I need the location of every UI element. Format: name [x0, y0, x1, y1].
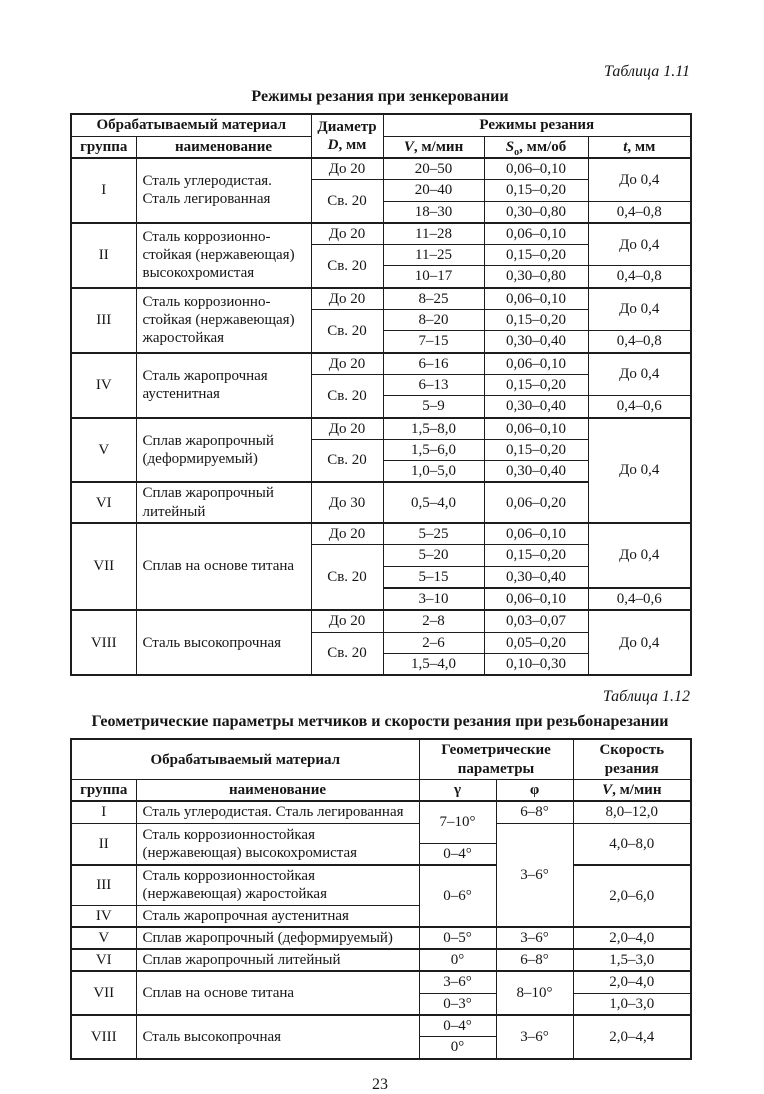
value-cell: 0,06–0,10: [484, 418, 588, 440]
value-cell: 0–3°: [419, 993, 496, 1015]
value-cell: 0,15–0,20: [484, 374, 588, 395]
value-cell: 0,03–0,07: [484, 610, 588, 632]
value-cell: Св. 20: [311, 180, 383, 223]
column-header: Обрабатываемый материал: [71, 114, 311, 136]
value-cell: 2,0–6,0: [573, 865, 691, 927]
value-cell: Св. 20: [311, 545, 383, 610]
value-cell: 1,5–6,0: [383, 439, 484, 460]
group-cell: VIII: [71, 1015, 136, 1059]
value-cell: До 0,4: [588, 158, 691, 201]
value-cell: 5–25: [383, 523, 484, 545]
page-number: 23: [372, 1075, 388, 1093]
value-cell: 6–13: [383, 374, 484, 395]
value-cell: До 0,4: [588, 523, 691, 588]
column-header: [383, 136, 484, 158]
value-cell: 0,4–0,8: [588, 266, 691, 288]
material-cell: Сталь высокопрочная: [136, 1015, 419, 1059]
value-cell: 2,0–4,0: [573, 971, 691, 993]
value-cell: 0,30–0,40: [484, 461, 588, 483]
value-cell: 18–30: [383, 201, 484, 223]
group-cell: VI: [71, 482, 136, 523]
material-cell: Сплав жаропрочный литейный: [136, 482, 311, 523]
material-cell: Сталь жаропрочная аустенитная: [136, 905, 419, 927]
table-caption-1-12: Таблица 1.12: [602, 688, 690, 706]
value-cell: 3–10: [383, 588, 484, 610]
value-cell: 0,06–0,10: [484, 353, 588, 375]
value-cell: 5–20: [383, 545, 484, 566]
value-cell: До 20: [311, 223, 383, 245]
value-cell: 6–16: [383, 353, 484, 375]
value-cell: 0–5°: [419, 927, 496, 949]
gamma-symbol: γ: [454, 782, 462, 799]
tap-parameters-table: [70, 738, 692, 1059]
value-cell: Св. 20: [311, 374, 383, 417]
d-symbol: D: [327, 137, 339, 154]
group-cell: IV: [71, 905, 136, 927]
value-cell: 1,5–4,0: [383, 653, 484, 675]
value-cell: Св. 20: [311, 632, 383, 675]
v-symbol: V: [602, 782, 613, 799]
material-cell: Сплав на основе титана: [136, 971, 419, 1015]
value-cell: 0,30–0,40: [484, 331, 588, 353]
t-unit: , мм: [627, 138, 656, 155]
group-cell: VIII: [71, 610, 136, 675]
value-cell: 0,4–0,8: [588, 331, 691, 353]
group-cell: V: [71, 927, 136, 949]
value-cell: До 20: [311, 288, 383, 310]
column-header: группа: [71, 780, 136, 802]
value-cell: 7–15: [383, 331, 484, 353]
value-cell: 0,06–0,10: [484, 158, 588, 180]
value-cell: 8–20: [383, 310, 484, 331]
value-cell: 3–6°: [419, 971, 496, 993]
value-cell: 1,5–3,0: [573, 949, 691, 971]
value-cell: До 20: [311, 353, 383, 375]
table-caption-1-11: Таблица 1.11: [604, 63, 690, 80]
value-cell: 0–4°: [419, 1015, 496, 1037]
s-symbol: S: [505, 138, 515, 155]
value-cell: 20–50: [383, 158, 484, 180]
value-cell: 0,15–0,20: [484, 439, 588, 460]
value-cell: До 0,4: [588, 223, 691, 266]
value-cell: 7–10°: [419, 801, 496, 843]
v-unit: , м/мин: [612, 782, 662, 799]
value-cell: 0,15–0,20: [484, 245, 588, 266]
group-cell: V: [71, 418, 136, 483]
value-cell: 6–8°: [496, 801, 573, 823]
material-cell: Сталь коррозионностойкая (нержавеющая) высокохромистая: [136, 823, 419, 865]
phi-symbol: φ: [529, 782, 540, 799]
column-header: Скорость резания: [573, 739, 691, 779]
column-header: наименование: [136, 136, 311, 158]
material-cell: Сплав на основе титана: [136, 523, 311, 610]
value-cell: 0,15–0,20: [484, 545, 588, 566]
column-header: Режимы резания: [383, 114, 691, 136]
column-header: Обрабатываемый материал: [71, 739, 419, 779]
value-cell: 0,15–0,20: [484, 180, 588, 201]
value-cell: 0–6°: [419, 865, 496, 927]
header-line: Диаметр: [317, 118, 377, 135]
value-cell: До 20: [311, 418, 383, 440]
value-cell: До 0,4: [588, 610, 691, 675]
column-header: Геометрические параметры: [419, 739, 573, 779]
v-symbol: V: [403, 138, 414, 155]
value-cell: 0,30–0,80: [484, 201, 588, 223]
value-cell: 2,0–4,4: [573, 1015, 691, 1059]
value-cell: 11–25: [383, 245, 484, 266]
t-symbol: t: [623, 138, 628, 155]
s-subscript: о: [514, 146, 520, 158]
value-cell: 0,06–0,10: [484, 523, 588, 545]
value-cell: 1,5–8,0: [383, 418, 484, 440]
column-header: наименование: [136, 780, 419, 802]
header-line: [315, 136, 380, 154]
value-cell: 2–8: [383, 610, 484, 632]
value-cell: До 20: [311, 610, 383, 632]
s-unit: , мм/об: [519, 138, 567, 155]
material-cell: Сталь коррозионно-стойкая (нержавеющая) высокохромистая: [136, 223, 311, 288]
value-cell: До 30: [311, 482, 383, 523]
value-cell: 0°: [419, 949, 496, 971]
value-cell: 0,15–0,20: [484, 310, 588, 331]
column-header: [588, 136, 691, 158]
value-cell: 1,0–5,0: [383, 461, 484, 483]
value-cell: Св. 20: [311, 310, 383, 353]
value-cell: 0,4–0,6: [588, 396, 691, 418]
column-header: группа: [71, 136, 136, 158]
value-cell: 6–8°: [496, 949, 573, 971]
value-cell: 0,06–0,10: [484, 223, 588, 245]
value-cell: 5–9: [383, 396, 484, 418]
column-header: [496, 780, 573, 802]
value-cell: 0,30–0,40: [484, 396, 588, 418]
material-cell: Сталь жаропрочная аустенитная: [136, 353, 311, 418]
group-cell: VII: [71, 971, 136, 1015]
value-cell: 0,4–0,8: [588, 201, 691, 223]
v-unit: , м/мин: [413, 138, 464, 155]
group-cell: I: [71, 158, 136, 223]
value-cell: 3–6°: [496, 823, 573, 927]
value-cell: До 0,4: [588, 418, 691, 523]
material-cell: Сталь углеродистая. Сталь легированная: [136, 158, 311, 223]
value-cell: До 0,4: [588, 353, 691, 396]
value-cell: 0,5–4,0: [383, 482, 484, 523]
value-cell: 2–6: [383, 632, 484, 653]
material-cell: Сталь коррозионно-стойкая (нержавеющая) жаростойкая: [136, 288, 311, 353]
material-cell: Сталь коррозионностойкая (нержавеющая) жаростойкая: [136, 865, 419, 905]
group-cell: IV: [71, 353, 136, 418]
cutting-modes-table: [70, 113, 692, 676]
value-cell: До 0,4: [588, 288, 691, 331]
value-cell: 0,10–0,30: [484, 653, 588, 675]
group-cell: VI: [71, 949, 136, 971]
value-cell: 0,30–0,40: [484, 566, 588, 588]
value-cell: 10–17: [383, 266, 484, 288]
value-cell: До 20: [311, 523, 383, 545]
value-cell: 1,0–3,0: [573, 993, 691, 1015]
group-cell: III: [71, 865, 136, 905]
value-cell: 3–6°: [496, 927, 573, 949]
group-cell: II: [71, 223, 136, 288]
material-cell: Сплав жаропрочный (деформируемый): [136, 418, 311, 483]
value-cell: До 20: [311, 158, 383, 180]
group-cell: VII: [71, 523, 136, 610]
value-cell: Св. 20: [311, 439, 383, 482]
value-cell: Св. 20: [311, 245, 383, 288]
material-cell: Сталь высокопрочная: [136, 610, 311, 675]
table-title-1-11: Режимы резания при зенкеровании: [251, 88, 509, 106]
value-cell: 0,4–0,6: [588, 588, 691, 610]
material-cell: Сталь углеродистая. Сталь легированная: [136, 801, 419, 823]
table-title-1-12: Геометрические параметры метчиков и скорости резания при резьбонарезании: [91, 713, 669, 731]
column-header: [419, 780, 496, 802]
value-cell: 11–28: [383, 223, 484, 245]
value-cell: 0,30–0,80: [484, 266, 588, 288]
value-cell: 2,0–4,0: [573, 927, 691, 949]
group-cell: II: [71, 823, 136, 865]
value-cell: 8–10°: [496, 971, 573, 1015]
value-cell: 0,06–0,20: [484, 482, 588, 523]
value-cell: 20–40: [383, 180, 484, 201]
d-unit: , мм: [338, 137, 367, 154]
value-cell: 3–6°: [496, 1015, 573, 1059]
value-cell: 8–25: [383, 288, 484, 310]
group-cell: I: [71, 801, 136, 823]
value-cell: 0,05–0,20: [484, 632, 588, 653]
material-cell: Сплав жаропрочный литейный: [136, 949, 419, 971]
value-cell: 0,06–0,10: [484, 588, 588, 610]
value-cell: 0,06–0,10: [484, 288, 588, 310]
value-cell: 0–4°: [419, 843, 496, 865]
column-header: [311, 114, 383, 158]
value-cell: 8,0–12,0: [573, 801, 691, 823]
value-cell: 4,0–8,0: [573, 823, 691, 865]
column-header: [573, 780, 691, 802]
material-cell: Сплав жаропрочный (деформируемый): [136, 927, 419, 949]
column-header: [484, 136, 588, 158]
group-cell: III: [71, 288, 136, 353]
value-cell: 5–15: [383, 566, 484, 588]
value-cell: 0°: [419, 1037, 496, 1059]
